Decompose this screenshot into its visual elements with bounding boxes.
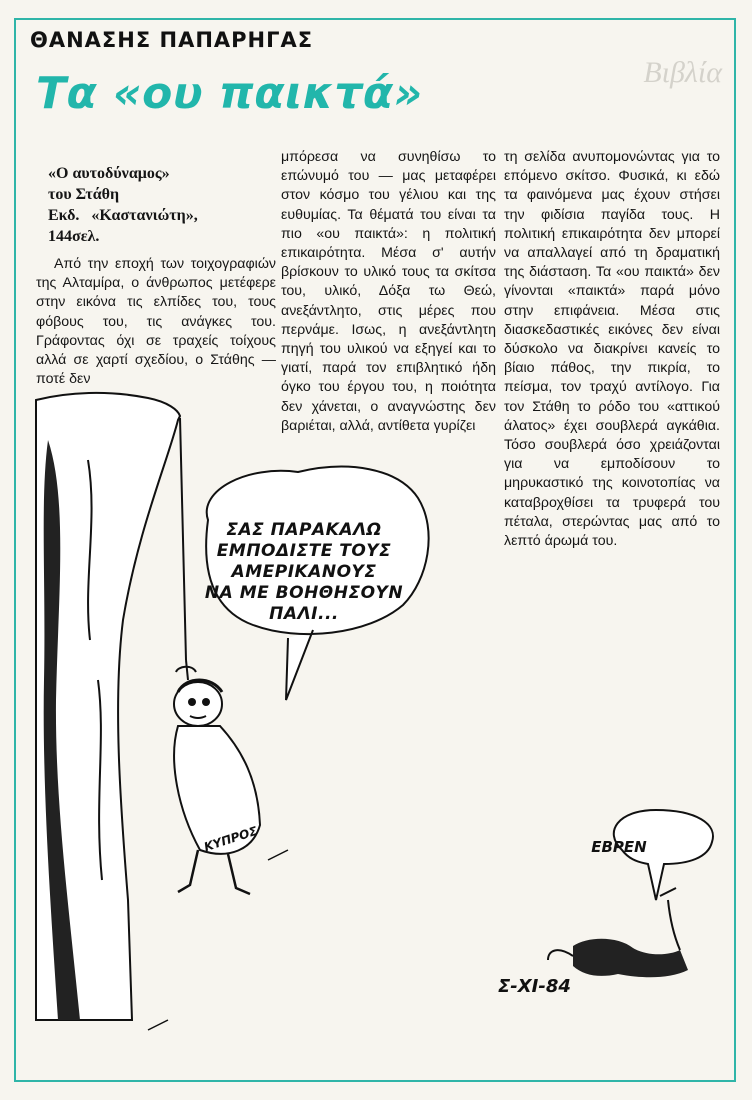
rope xyxy=(180,418,186,660)
sack-label: ΚΥΠΡΟΣ xyxy=(202,823,260,855)
article-headline: Τα «ου παικτά» xyxy=(36,68,423,119)
book-pages: 144σελ. xyxy=(48,228,100,245)
column-1 xyxy=(36,163,276,389)
column-2-text: μπόρεσα να συνηθίσω το επώνυμό του — μας μεταφέρει στον κόσμο του γέλιου και της ευθυμίας. Τα θέματά του είναι τα πιο «ου παικτά»: η πολιτική επικαιρότητα. Μέσα σ' αυτήν βρίσκουν το υλικό τους τα σκίτσα του, υλικό, Δόξα τω Θεώ, ανεξάντλητο, στις μέρες που περνάμε. Ισως, η ανεξάντλητη πηγή του υλικού να εξηγεί και το γιατί, παρά τον επιβλητικό ήδη όγκο του έργου του, η ποιότητα δεν χάνεται, ο αναγνώστης δεν βαριέται, αλλά, αντίθετα γυρίζει xyxy=(281,149,496,434)
column-3-text: τη σελίδα ανυπομονώντας για το επόμενο σκίτσο. Φυσικά, κι εδώ τα φαινόμενα μας έχουν στήσει την φιδίσια παγίδα τους. Η πολιτική επικαιρότητα δεν μπορεί να απαλλαγεί από τη δραματική της διάσταση. Τα «ου παικτά» δεν γίνονται «παικτά» παρά μόνο στην επιφάνεια. Μέσα στις διασκεδαστικές εικόνες δεν είναι δύσκολο να διακρίνει κανείς το βίαιο πάθος, την πικρία, το πείσμα, τον τραχύ αντίλογο. Για τον Στάθη το ρόδο του «αττικού άλατος» έχει σουβλερά αγκάθια. Τόσο σουβλερά όσο χρειάζονται για να εμποδίσουν το μηρυκαστικό της κοινοτοπίας να καταβροχθίσει τα τρυφερά του πέταλα, στερώντας μας από το λεπτό άρωμά του. xyxy=(504,149,720,550)
speech-line: ΣΑΣ ΠΑΡΑΚΑΛΩ xyxy=(226,520,382,540)
book-author: του Στάθη xyxy=(48,186,120,203)
speech-line: ΑΜΕΡΙΚΑΝΟΥΣ xyxy=(231,562,377,582)
cat-speech-text: ΕΒΡΕΝ xyxy=(591,838,647,856)
cartoon-illustration xyxy=(28,380,728,1040)
speech-line: ΕΜΠΟΔΙΣΤΕ ΤΟΥΣ xyxy=(216,541,392,561)
book-publisher: Εκδ. «Καστανιώτη», xyxy=(48,207,198,224)
article-author: ΘΑΝΑΣΗΣ ΠΑΠΑΡΗΓΑΣ xyxy=(30,28,314,52)
book-info xyxy=(36,163,276,247)
book-title: «Ο αυτοδύναμος» xyxy=(48,165,170,182)
hanging-figure xyxy=(174,660,260,894)
cat-drawing xyxy=(548,888,688,977)
speech-line: ΠΑΛΙ... xyxy=(269,604,339,624)
column-1-text: Από την εποχή των τοιχογραφιών της Αλταμίρα, ο άνθρωπος μετέφερε στην εικόνα τις ελπίδες του, τους φόβους του, τις ανάγκες του. Γράφοντας όχι σε τραχείς τοίχους αλλά σε χαρτί σχεδίου, ο Στάθης — ποτέ δεν xyxy=(36,256,276,388)
artist-signature: Σ-ΧΙ-84 xyxy=(498,976,571,997)
speech-line: ΝΑ ΜΕ ΒΟΗΘΗΣΟΥΝ xyxy=(204,583,404,603)
faded-heading: Βιβλία xyxy=(643,60,722,89)
speech-bubble-text xyxy=(204,520,404,625)
